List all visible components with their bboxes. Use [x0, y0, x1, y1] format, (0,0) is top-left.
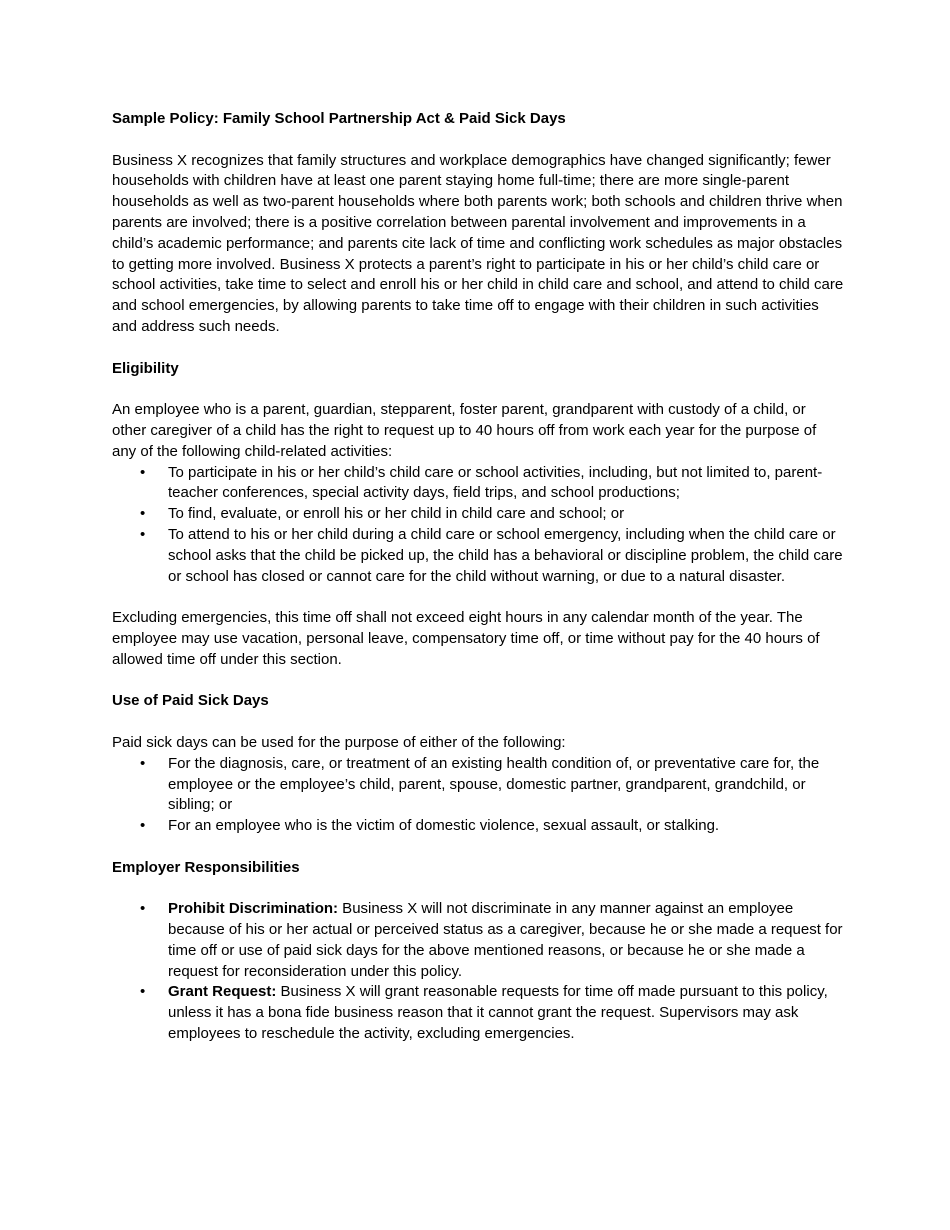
list-item-text: Business X will grant reasonable requests for time off made pursuant to this policy, unless it has a bona fide business reason that it cannot grant the request. Supervisors may ask employees to reschedule the activity, excluding emergencies.	[168, 983, 828, 1043]
sick-days-list	[112, 754, 844, 837]
bullet-icon: •	[140, 754, 146, 772]
list-item-text: Business X will not discriminate in any manner against an employee because of his or her actual or perceived status as a caregiver, because he or she made a request for time off or use of paid sick days for the above mentioned reasons, or because he or she made a request for reconsideration under this policy.	[168, 900, 843, 980]
bullet-icon: •	[140, 463, 146, 481]
list-item	[112, 504, 844, 525]
bullet-icon: •	[140, 817, 146, 835]
eligibility-closing-paragraph: Excluding emergencies, this time off shall not exceed eight hours in any calendar month of the year. The employee may use vacation, personal leave, compensatory time off, or time without pay for the 40 hours of allowed time off under this section.	[112, 609, 820, 668]
list-item	[112, 463, 844, 505]
bullet-icon: •	[140, 900, 146, 918]
list-item-text: To find, evaluate, or enroll his or her child in child care and school; or	[168, 505, 625, 523]
eligibility-heading: Eligibility	[112, 359, 179, 377]
list-item	[112, 525, 844, 587]
responsibilities-list	[112, 899, 844, 1045]
list-item-lead: Prohibit Discrimination:	[168, 900, 339, 918]
responsibilities-heading: Employer Responsibilities	[112, 858, 300, 876]
list-item	[112, 754, 844, 816]
eligibility-list	[112, 463, 844, 588]
list-item	[112, 816, 844, 837]
sick-days-heading: Use of Paid Sick Days	[112, 692, 269, 710]
document-page	[112, 109, 844, 1045]
document-title: Sample Policy: Family School Partnership Act & Paid Sick Days	[112, 110, 566, 127]
bullet-icon: •	[140, 505, 146, 523]
list-item	[112, 982, 844, 1044]
intro-paragraph: Business X recognizes that family structures and workplace demographics have changed significantly; fewer households with children have at least one parent staying home full-time; there are more single-parent households as well as two-parent households where both parents work; both schools and children thrive when parents are involved; there is a positive correlation between parental involvement and improvements in a child’s academic performance; and parents cite lack of time and conflicting work schedules as major obstacles to getting more involved. Business X protects a parent’s right to participate in his or her child’s child care or school activities, take time to select and enroll his or her child in child care and school, and attend to child care and school emergencies, by allowing parents to take time off to engage with their children in such activities and address such needs.	[112, 151, 844, 335]
list-item-text: To attend to his or her child during a child care or school emergency, including when the child care or school asks that the child be picked up, the child has a behavioral or discipline problem, the child care or school has closed or cannot care for the child without warning, or due to a natural disaster.	[168, 525, 843, 585]
bullet-icon: •	[140, 525, 146, 543]
list-item-text: To participate in his or her child’s child care or school activities, including, but not limited to, parent-teacher conferences, special activity days, field trips, and school productions;	[168, 463, 823, 502]
list-item	[112, 899, 844, 982]
bullet-icon: •	[140, 983, 146, 1001]
list-item-lead: Grant Request:	[168, 983, 277, 1001]
list-item-text: For the diagnosis, care, or treatment of an existing health condition of, or preventative care for, the employee or the employee’s child, parent, spouse, domestic partner, grandparent, grandchild, or sibling; or	[168, 754, 820, 814]
sick-days-paragraph: Paid sick days can be used for the purpose of either of the following:	[112, 733, 566, 751]
eligibility-paragraph: An employee who is a parent, guardian, stepparent, foster parent, grandparent with custody of a child, or other caregiver of a child has the right to request up to 40 hours off from work each year for the purpose of any of the following child-related activities:	[112, 401, 817, 460]
list-item-text: For an employee who is the victim of domestic violence, sexual assault, or stalking.	[168, 817, 720, 835]
